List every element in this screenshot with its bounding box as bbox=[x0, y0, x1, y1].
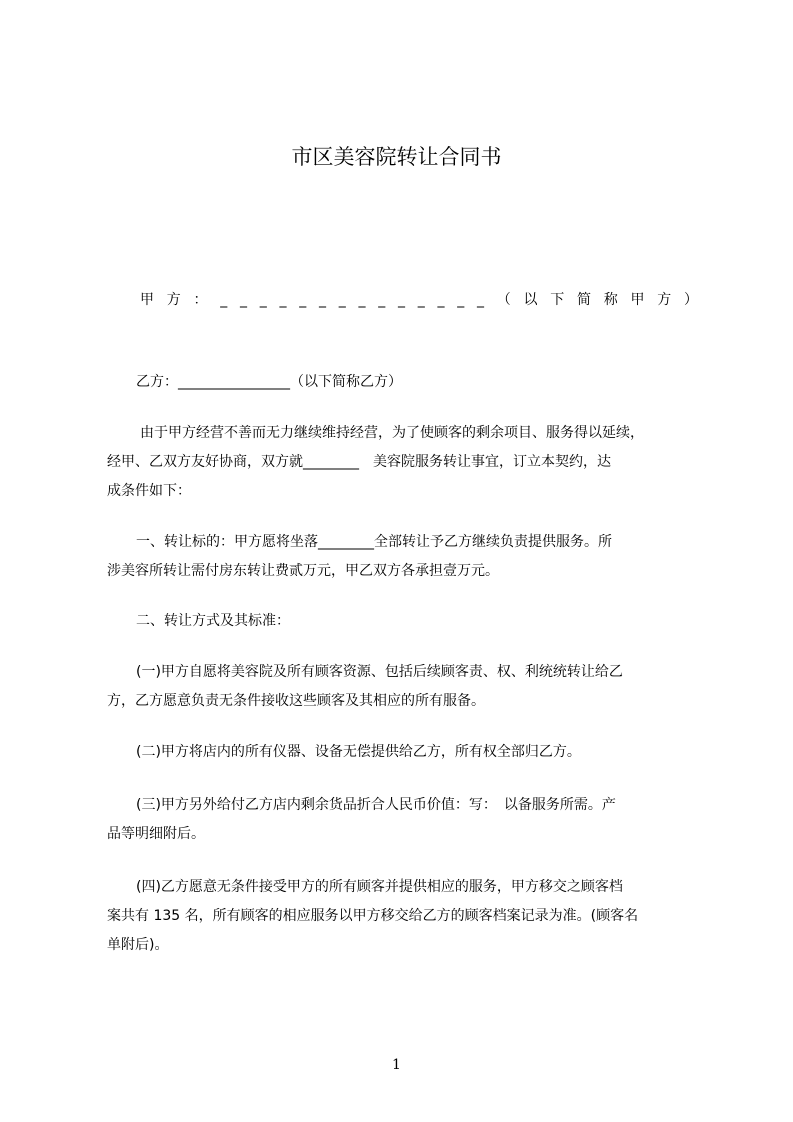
preamble-line-1: 由于甲方经营不善而无力继续维持经营，为了使顾客的剩余项目、服务得以延续， bbox=[140, 425, 644, 441]
party-a-char: 下 bbox=[550, 292, 565, 308]
party-a-char: _ bbox=[299, 292, 307, 308]
party-a-line bbox=[140, 290, 698, 312]
preamble-line-2: 经甲、乙双方友好协商，双方就________ 美容院服务转让事宜，订立本契约，达 bbox=[107, 454, 611, 470]
party-a-char: 以 bbox=[523, 292, 538, 308]
page-number: 1 bbox=[392, 1057, 401, 1073]
item3-line-2: 品等明细附后。 bbox=[107, 826, 205, 842]
party-a-char: _ bbox=[319, 292, 326, 308]
preamble-line-3: 成条件如下： bbox=[107, 483, 191, 499]
item1-line-2: 方，乙方愿意负责无条件接收这些顾客及其相应的所有服备。 bbox=[107, 693, 485, 709]
clause1-line-2: 涉美容所转让需付房东转让费贰万元，甲乙双方各承担壹万元。 bbox=[107, 563, 499, 579]
party-a-char: （ bbox=[496, 292, 511, 308]
item3-line-1: (三)甲方另外给付乙方店内剩余货品折合人民币价值：写： 以备服务所需。产 bbox=[136, 797, 616, 813]
party-a-char: _ bbox=[259, 292, 267, 308]
party-a-char: _ bbox=[240, 292, 247, 308]
party-a-char: 甲 bbox=[630, 292, 645, 308]
item2-line: (二)甲方将店内的所有仪器、设备无偿提供给乙方，所有权全部归乙方。 bbox=[136, 744, 581, 760]
party-a-char: 称 bbox=[603, 292, 618, 308]
clause1-line-1: 一、转让标的：甲方愿将坐落________全部转让予乙方继续负责提供服务。所 bbox=[136, 534, 612, 550]
party-a-char: 方 bbox=[166, 292, 181, 308]
item4-line-2: 案共有 135 名，所有顾客的相应服务以甲方移交给乙方的顾客档案记录为准。(顾客名 bbox=[107, 908, 639, 924]
party-a-char: _ bbox=[279, 292, 287, 308]
party-a-char: _ bbox=[378, 292, 386, 308]
party-a-char: _ bbox=[338, 292, 346, 308]
party-a-char: ） bbox=[684, 292, 698, 308]
party-a-char: _ bbox=[437, 292, 445, 308]
party-a-char: _ bbox=[398, 292, 405, 308]
party-a-char: _ bbox=[358, 292, 366, 308]
item4-line-1: (四)乙方愿意无条件接受甲方的所有顾客并提供相应的服务，甲方移交之顾客档 bbox=[136, 879, 623, 895]
party-a-char: ： bbox=[193, 292, 208, 308]
party-a-char: 方 bbox=[657, 292, 672, 308]
party-a-char: _ bbox=[457, 292, 465, 308]
item4-line-3: 单附后)。 bbox=[107, 937, 169, 953]
party-a-char: 简 bbox=[577, 292, 591, 308]
document-title: 市区美容院转让合同书 bbox=[291, 145, 502, 169]
clause2-heading: 二、转让方式及其标准： bbox=[136, 613, 290, 629]
party-a-char: 甲 bbox=[140, 292, 154, 308]
party-a-char: _ bbox=[417, 292, 425, 308]
party-a-char: _ bbox=[220, 292, 228, 308]
party-a-char: _ bbox=[477, 292, 484, 308]
item1-line-1: (一)甲方自愿将美容院及所有顾客资源、包括后续顾客责、权、利统统转让给乙 bbox=[136, 664, 623, 680]
party-b-line: 乙方：________________（以下简称乙方） bbox=[136, 374, 402, 390]
